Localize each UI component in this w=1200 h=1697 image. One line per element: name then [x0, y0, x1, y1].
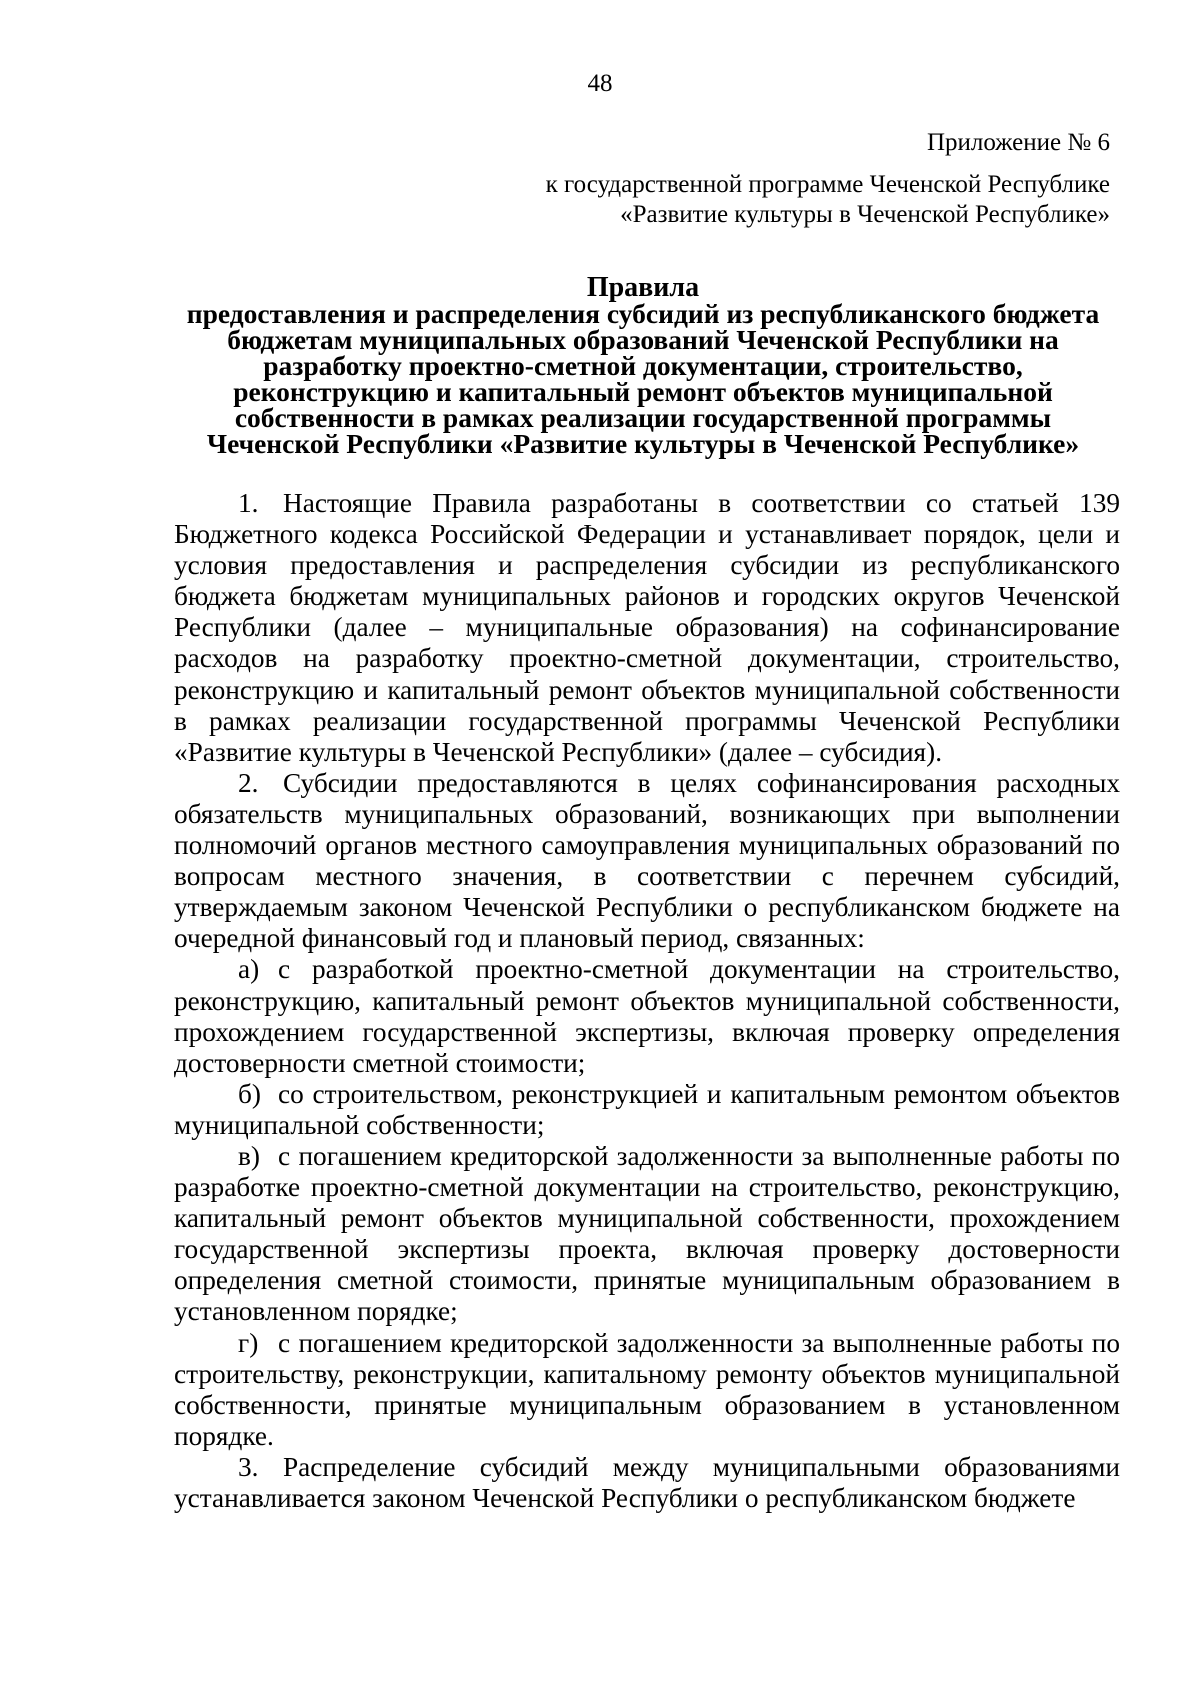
paragraph-marker: а)	[238, 954, 260, 985]
paragraph-text: Субсидии предоставляются в целях софинансирования расходных обязательств муниципальных образований, возникающих при выполнении полномочий органов местного самоуправления муниципальных образований по вопросам местного значения, в соответствии с перечнем субсидий, утверждаемым законом Чеченской Республики о республиканском бюджете на очередной финансовый год и плановый период, связанных:	[174, 767, 1120, 954]
document-body	[174, 488, 1120, 1514]
paragraph-text: с погашением кредиторской задолженности за выполненные работы по строительству, реконструкции, капитальному ремонту объектов муниципальной собственности, принятые муниципальным образованием в установленном порядке.	[174, 1327, 1120, 1451]
document-heading	[168, 272, 1118, 459]
annex-line-1: к государственной программе Чеченской Республике	[545, 171, 1110, 198]
annex-line-2: «Развитие культуры в Чеченской Республике»	[620, 201, 1110, 228]
paragraph-text: Настоящие Правила разработаны в соответствии со статьей 139 Бюджетного кодекса Российской Федерации и устанавливает порядок, цели и условия предоставления и распределения субсидии из республиканского бюджета бюджетам муниципальных районов и городских округов Чеченской Республики (далее – муниципальные образования) на софинансирование расходов на разработку проектно-сметной документации, строительство, реконструкцию и капитальный ремонт объектов муниципальной собственности в рамках реализации государственной программы Чеченской Республики «Развитие культуры в Чеченской Республики» (далее – субсидия).	[174, 488, 1120, 767]
paragraph-marker: б)	[238, 1078, 261, 1109]
paragraph-text: Распределение субсидий между муниципальными образованиями устанавливается законом Чеченской Республики о республиканском бюджете	[174, 1451, 1120, 1513]
subitem-a	[174, 954, 1120, 1078]
paragraph-1	[174, 488, 1120, 768]
paragraph-3	[174, 1452, 1120, 1514]
page-number: 48	[587, 70, 613, 97]
paragraph-text: со строительством, реконструкцией и капитальным ремонтом объектов муниципальной собственности;	[174, 1078, 1120, 1140]
subitem-b	[174, 1079, 1120, 1141]
annex-block	[410, 128, 1110, 230]
heading-line: бюджетам муниципальных образований Чеченской Республики на	[227, 324, 1059, 355]
paragraph-marker: в)	[238, 1140, 260, 1171]
paragraph-marker: 2.	[238, 767, 259, 798]
paragraph-marker: 3.	[238, 1451, 259, 1482]
heading-line: предоставления и распределения субсидий из республиканского бюджета	[186, 298, 1100, 329]
paragraph-text: с разработкой проектно-сметной документации на строительство, реконструкцию, капитальный ремонт объектов муниципальной собственности, прохождением государственной экспертизы, включая проверку определения достоверности сметной стоимости;	[174, 954, 1120, 1078]
annex-title: Приложение № 6	[926, 129, 1110, 156]
heading-title: Правила	[586, 272, 700, 303]
heading-line: собственности в рамках реализации государственной программы	[234, 402, 1052, 433]
subitem-g	[174, 1328, 1120, 1452]
heading-line: Чеченской Республики «Развитие культуры в Чеченской Республике»	[206, 428, 1080, 459]
paragraph-marker: г)	[238, 1327, 259, 1358]
heading-line: реконструкцию и капитальный ремонт объектов муниципальной	[233, 376, 1053, 407]
paragraph-text: с погашением кредиторской задолженности за выполненные работы по разработке проектно-сметной документации на строительство, реконструкцию, капитальный ремонт объектов муниципальной собственности, прохождением государственной экспертизы проекта, включая проверку достоверности определения сметной стоимости, принятые муниципальным образованием в установленном порядке;	[174, 1140, 1120, 1327]
subitem-v	[174, 1141, 1120, 1328]
paragraph-marker: 1.	[238, 488, 259, 518]
paragraph-2	[174, 768, 1120, 955]
heading-line: разработку проектно-сметной документации, строительство,	[263, 350, 1023, 381]
